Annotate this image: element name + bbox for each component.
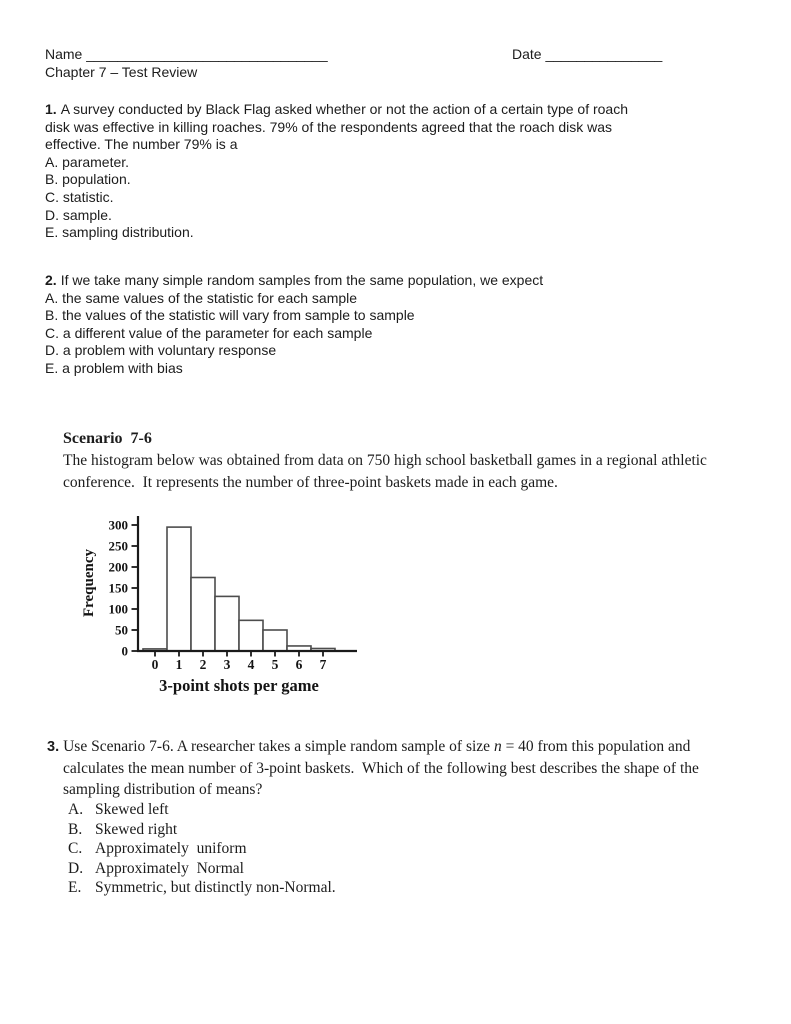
histogram-figure: [75, 503, 375, 703]
option-text: Skewed left: [95, 801, 169, 818]
option-item: B. population.: [45, 171, 131, 188]
histogram-bar: [263, 630, 287, 651]
question-1-line: 1. A survey conducted by Black Flag asked whether or not the action of a certain type of roach: [45, 101, 629, 117]
option-item: D. a problem with voluntary response: [45, 342, 277, 359]
option-item: [68, 800, 762, 820]
option-text: Approximately uniform: [95, 840, 247, 857]
date-label: Date: [512, 46, 542, 62]
question-3: [47, 736, 762, 898]
date-block: [512, 46, 662, 64]
option-item: [68, 859, 762, 879]
question-2-number: 2.: [45, 272, 57, 288]
option-item: [68, 820, 762, 840]
histogram-bar: [239, 620, 263, 651]
option-letter: C.: [68, 840, 83, 857]
x-tick-label: 1: [175, 657, 183, 672]
y-tick-label: 200: [108, 559, 128, 575]
option-item: C. a different value of the parameter for each sample: [45, 324, 373, 341]
question-1-line: effective. The number 79% is a: [45, 136, 238, 153]
option-item: D. sample.: [45, 206, 112, 223]
option-text: Symmetric, but distinctly non-Normal.: [95, 879, 336, 896]
x-tick-label: 7: [319, 657, 327, 672]
option-item: [68, 839, 762, 859]
date-line: _______________: [545, 46, 663, 62]
option-item: E. sampling distribution.: [45, 224, 194, 241]
x-tick-label: 2: [199, 657, 207, 672]
y-tick-label: 150: [108, 580, 128, 596]
option-text: Approximately Normal: [95, 859, 244, 877]
question-3-number: 3.: [47, 739, 60, 755]
variable-n: n: [493, 738, 502, 755]
option-item: C. statistic.: [45, 188, 114, 205]
option-item: A. parameter.: [45, 153, 130, 170]
x-tick-label: 4: [247, 657, 255, 672]
scenario-block: [63, 428, 768, 494]
scenario-heading: Scenario 7-6: [63, 430, 152, 447]
question-3-line: sampling distribution of means?: [63, 781, 263, 798]
y-tick-label: 100: [108, 601, 128, 617]
option-item: B. the values of the statistic will vary from sample to sample: [45, 307, 415, 324]
y-tick-label: 300: [108, 517, 128, 533]
histogram-bar: [215, 596, 239, 651]
y-tick-label: 250: [108, 538, 128, 554]
x-axis-title: 3-point shots per game: [159, 676, 319, 695]
option-item: A. the same values of the statistic for each sample: [45, 289, 358, 306]
question-2-line: 2. If we take many simple random samples from the same population, we expect: [45, 272, 544, 288]
question-1-number: 1.: [45, 101, 57, 117]
question-3-line: calculates the mean number of 3-point baskets. Which of the following best describes the shape of the: [63, 760, 699, 777]
x-tick-label: 3: [223, 657, 231, 672]
option-letter: D.: [68, 859, 84, 877]
option-letter: B.: [68, 820, 83, 838]
y-axis-title: Frequency: [81, 548, 97, 618]
y-tick-label: 0: [121, 643, 128, 659]
x-tick-label: 5: [271, 657, 279, 672]
option-letter: E.: [68, 879, 82, 896]
question-3-line: 3. Use Scenario 7-6. A researcher takes a simple random sample of size n = 40 from this population and: [47, 738, 691, 755]
question-1: [45, 101, 765, 242]
name-label: Name: [45, 46, 83, 62]
page-subtitle: Chapter 7 – Test Review: [45, 64, 198, 80]
histogram-bar: [167, 527, 191, 651]
scenario-text-line: conference. It represents the number of three-point baskets made in each game.: [63, 474, 558, 491]
x-tick-label: 0: [151, 657, 159, 672]
histogram-svg: [75, 503, 375, 703]
histogram-bar: [191, 578, 215, 652]
header: [45, 46, 745, 66]
option-letter: A.: [68, 801, 84, 818]
name-line: _______________________________: [86, 46, 328, 62]
question-2: [45, 272, 765, 378]
option-item: E. a problem with bias: [45, 359, 183, 376]
question-1-line: disk was effective in killing roaches. 79% of the respondents agreed that the roach disk was: [45, 118, 613, 135]
option-item: [68, 878, 762, 898]
option-text: Skewed right: [95, 820, 178, 838]
scenario-text-line: The histogram below was obtained from data on 750 high school basketball games in a regional athletic: [63, 452, 707, 469]
y-tick-label: 50: [115, 622, 128, 638]
x-tick-label: 6: [295, 657, 303, 672]
